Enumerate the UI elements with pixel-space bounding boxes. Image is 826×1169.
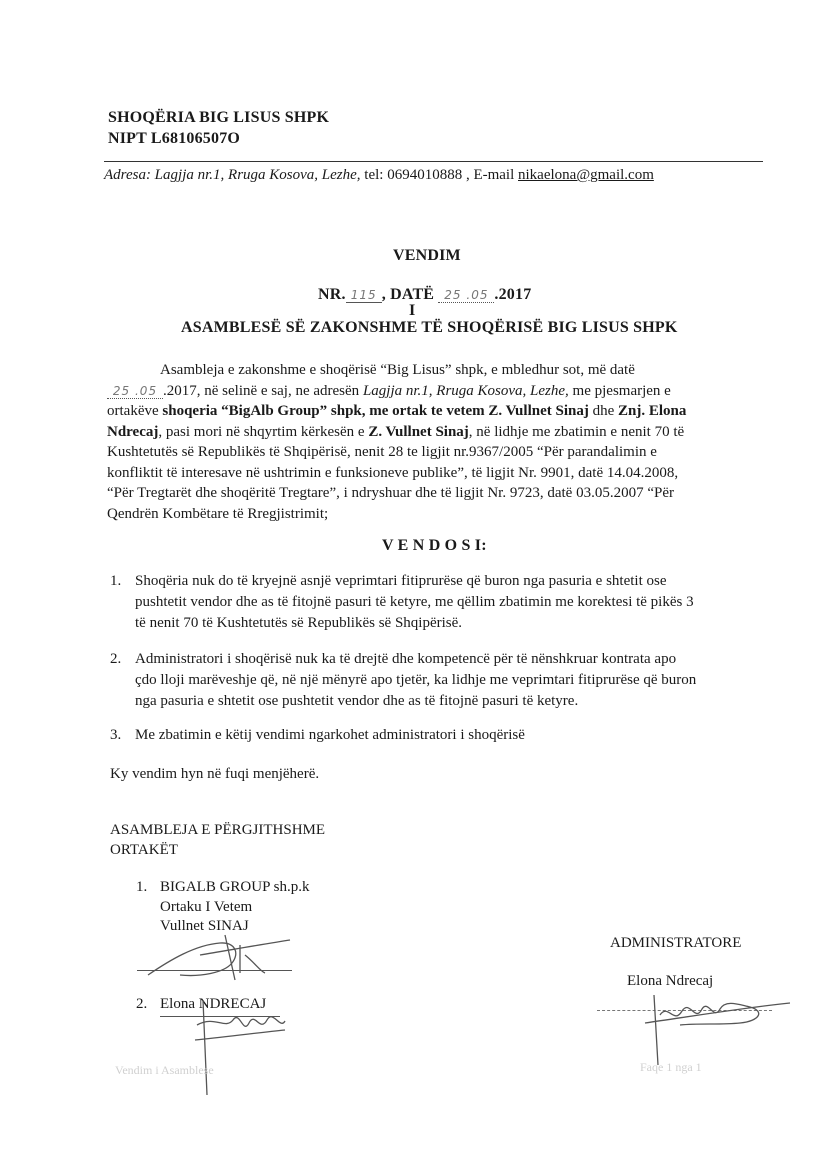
signature-elona-ndrecaj-admin xyxy=(640,985,790,1070)
intro-partner-1: shoqeria “BigAlb Group” shpk, me ortak te vetem Z. Vullnet Sinaj xyxy=(162,403,589,419)
address-text: Adresa: Lagjja nr.1, Rruga Kosova, Lezhe, xyxy=(104,167,361,183)
item-1-line-3: të nenit 70 të Kushtetutës së Republikës së Shqipërisë. xyxy=(135,615,463,631)
item-1-number: 1. xyxy=(110,573,122,589)
member-1-role: Ortaku I Vetem xyxy=(160,899,253,915)
date-label: , DATË xyxy=(381,286,439,303)
decision-heading: V E N D O S I: xyxy=(382,537,487,554)
date-handwritten: 25 .05 xyxy=(438,288,494,303)
assembly-title: ASAMBLEJA E PËRGJITHSHME xyxy=(110,822,326,838)
administrator-title: ADMINISTRATORE xyxy=(610,935,742,951)
date-year: .2017 xyxy=(494,286,532,303)
item-2-number: 2. xyxy=(110,651,122,667)
administrator-name: Elona Ndrecaj xyxy=(627,973,714,989)
footer-left-b: ese xyxy=(198,1063,214,1077)
header-address-line xyxy=(104,167,654,184)
signature-elona-ndrecaj-assembly xyxy=(185,995,295,1100)
header-rule xyxy=(104,161,763,162)
intro-partner-2-surname: Ndrecaj xyxy=(107,424,159,440)
intro-address: Lagjja nr.1, Rruga Kosova, Lezhe, xyxy=(362,383,569,399)
intro-line-5: Kushtetutës së Republikës të Shqipërisë, nenit 28 te ligjit nr.9367/2005 “Për parandalimin e xyxy=(107,444,657,460)
intro-line-2b: me pjesmarjen e xyxy=(568,383,671,399)
intro-line-6: konfliktit të interesave në ushtrimin e funksioneve publike”, të ligjit Nr. 9901, datë 14.04.2008, xyxy=(107,465,679,481)
document-title: VENDIM xyxy=(393,247,461,264)
member-1-name: Vullnet SINAJ xyxy=(160,918,249,934)
document-subtitle: ASAMBLESË SË ZAKONSHME TË SHOQËRISË BIG LISUS SHPK xyxy=(181,319,678,336)
footer-left-a: Vendim i Asambl xyxy=(115,1063,199,1077)
item-3-line-1: Me zbatimin e këtij vendimi ngarkohet administratori i shoqërisë xyxy=(135,727,525,743)
intro-line-4a: , pasi mori në shqyrtim kërkesën e xyxy=(158,424,369,440)
intro-line-7: “Për Tregtarët dhe shoqëritë Tregtare”, i ndryshuar dhe të ligjit Nr. 9723, datë 03.05.2007 “Për xyxy=(107,485,674,501)
footer-left xyxy=(115,1063,214,1078)
item-2-line-3: nga pasuria e shtetit ose pushtetit vendor dhe as të fitojnë pasuri të ketyre. xyxy=(135,693,579,709)
intro-line-4b: , në lidhje me zbatimin e nenit 70 të xyxy=(468,424,685,440)
item-1-line-2: pushtetit vendor dhe as të fitojnë pasuri të ketyre, me qëllim zbatimin me korektesi të pikës 3 xyxy=(135,594,694,610)
assembly-subtitle: ORTAKËT xyxy=(110,842,178,858)
member-1-company: BIGALB GROUP sh.p.k xyxy=(160,879,310,895)
email-link: nikaelona@gmail.com xyxy=(518,167,654,183)
intro-line-1: Asambleja e zakonshme e shoqërisë “Big Lisus” shpk, e mbledhur sot, më datë xyxy=(160,362,635,378)
contact-text: tel: 0694010888 , E-mail xyxy=(360,167,519,183)
intro-line-3a: ortakëve xyxy=(107,403,163,419)
item-3-number: 3. xyxy=(110,727,122,743)
decision-number-line xyxy=(318,286,531,304)
nr-handwritten: 115 xyxy=(346,288,382,303)
signature-vullnet-sinaj xyxy=(140,925,300,985)
item-2-line-1: Administratori i shoqërisë nuk ka të drejtë dhe kompetencë për të nënshkruar kontrata apo xyxy=(135,651,677,667)
item-2-line-2: çdo lloji marëveshje që, në një mënyrë apo tjetër, ka lidhje me veprimtari fitiprurëse që buron xyxy=(135,672,697,688)
closing-statement: Ky vendim hyn në fuqi menjëherë. xyxy=(110,766,320,782)
roman-numeral: I xyxy=(409,302,416,319)
item-1-line-1: Shoqëria nuk do të kryejnë asnjë veprimtari fitiprurëse që buron nga pasuria e shtetit ose xyxy=(135,573,667,589)
intro-requester: Z. Vullnet Sinaj xyxy=(368,424,469,440)
company-name: SHOQËRIA BIG LISUS SHPK xyxy=(108,109,330,126)
intro-line-4 xyxy=(107,424,684,441)
intro-partner-2: Znj. Elona xyxy=(618,403,687,419)
intro-line-8: Qendrën Kombëtare të Rregjistrimit; xyxy=(107,506,329,522)
footer-page-number: Faqe 1 nga 1 xyxy=(640,1060,702,1074)
intro-line-3 xyxy=(107,403,686,420)
member-2-name: Elona NDRECAJ xyxy=(160,996,267,1012)
member-2-number: 2. xyxy=(136,996,148,1012)
nr-prefix: NR. xyxy=(318,286,346,303)
intro-line-2 xyxy=(107,383,671,400)
intro-line-2a: .2017, në selinë e saj, ne adresën xyxy=(163,383,363,399)
company-nipt: NIPT L68106507O xyxy=(108,130,241,147)
intro-date-handwritten: 25 .05 xyxy=(107,384,163,399)
intro-line-3b: dhe xyxy=(588,403,619,419)
member-1-number: 1. xyxy=(136,879,148,895)
